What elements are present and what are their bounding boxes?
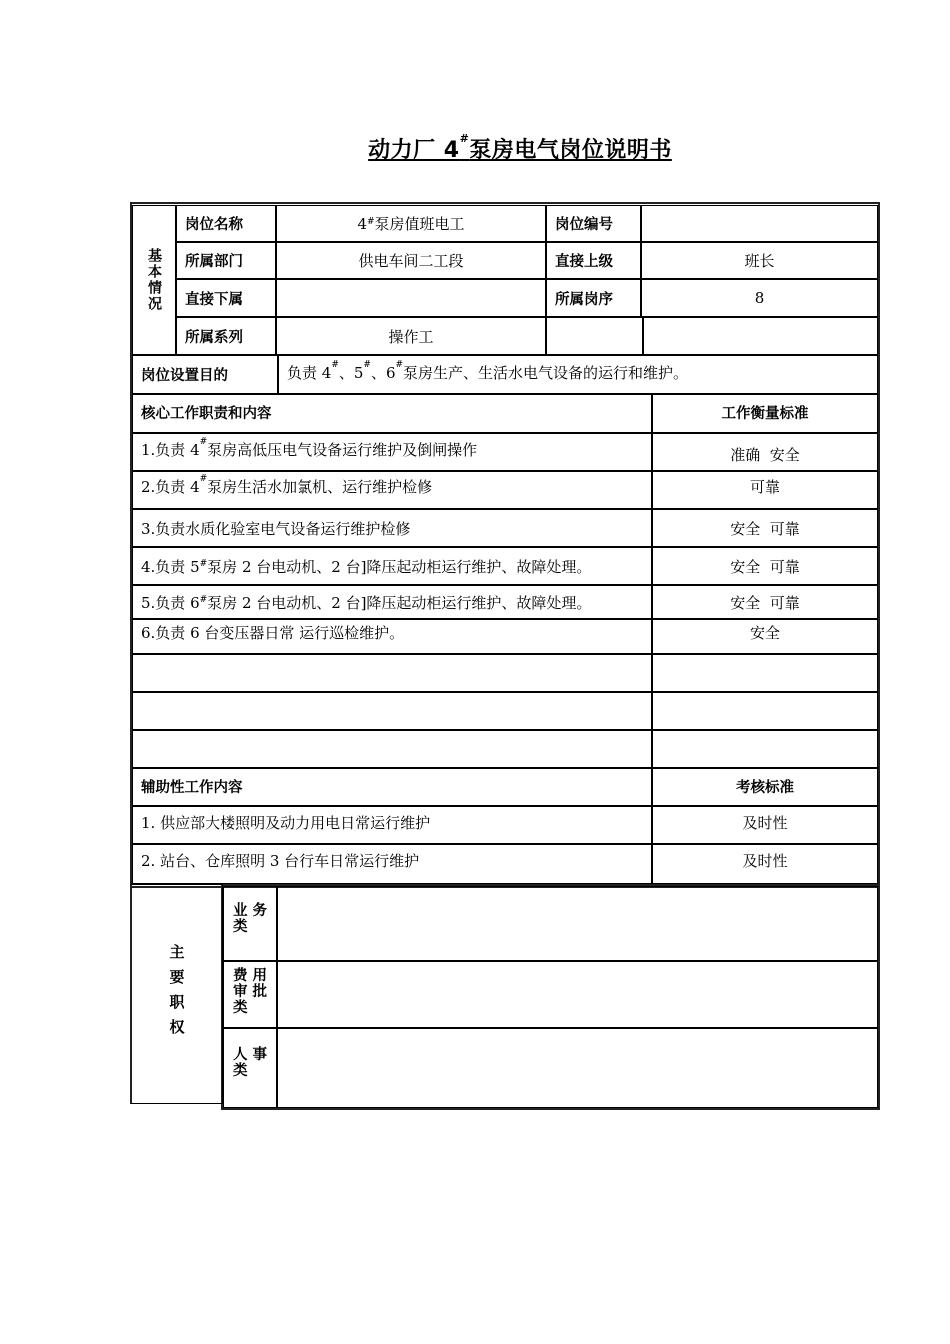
aux-row-1: 1. 供应部大楼照明及动力用电日常运行维护 [132, 806, 652, 844]
subordinate-label: 直接下属 [176, 279, 276, 317]
series-value: 操作工 [276, 317, 546, 355]
authority-label: 主要职权 [130, 884, 223, 1104]
core-std-5: 安全 可靠 [652, 585, 878, 619]
core-std-4: 安全 可靠 [652, 547, 878, 585]
core-std-6: 安全 [652, 619, 878, 654]
purpose-text: 负责 4 # 、5 # 、6 # 泵房生产、生活水电气设备的运行和维护。 [278, 355, 878, 394]
core-empty-std [652, 654, 878, 692]
core-row-1: 1.负责 4 # 泵房高低压电气设备运行维护及倒闸操作 [132, 433, 652, 471]
series-empty-1 [546, 317, 643, 355]
core-std-1: 准确 安全 [652, 433, 878, 471]
sequence-label: 所属岗序 [546, 279, 641, 317]
core-empty-std [652, 730, 878, 768]
core-empty-row [132, 654, 652, 692]
core-header: 核心工作职责和内容 [132, 394, 652, 433]
core-row-6: 6.负责 6 台变压器日常 运行巡检维护。 [132, 619, 652, 654]
subordinate-value [276, 279, 546, 317]
core-standard-header: 工作衡量标准 [652, 394, 878, 433]
superior-value: 班长 [641, 242, 878, 279]
core-std-2: 可靠 [652, 471, 878, 509]
core-empty-std [652, 692, 878, 730]
sequence-value: 8 [641, 279, 878, 317]
core-row-5: 5.负责 6 # 泵房 2 台电动机、2 台]降压起动柜运行维护、故障处理。 [132, 585, 652, 619]
authority-expense-value [277, 961, 878, 1028]
post-name-label: 岗位名称 [176, 205, 276, 242]
authority-business-label: 业务类 [223, 886, 277, 961]
core-empty-row [132, 692, 652, 730]
core-empty-row [132, 730, 652, 768]
page-title: 动力厂 4#泵房电气岗位说明书 [368, 132, 672, 163]
post-name-value: 4 # 泵房值班电工 [276, 205, 546, 242]
authority-expense-label: 费用审批类 [223, 961, 277, 1028]
core-std-3: 安全 可靠 [652, 509, 878, 547]
core-row-2: 2.负责 4 # 泵房生活水加氯机、运行维护检修 [132, 471, 652, 509]
dept-value: 供电车间二工段 [276, 242, 546, 279]
series-empty-2 [643, 317, 878, 355]
authority-hr-value [277, 1028, 878, 1108]
aux-row-2: 2. 站台、仓库照明 3 台行车日常运行维护 [132, 844, 652, 884]
dept-label: 所属部门 [176, 242, 276, 279]
core-row-3: 3.负责水质化验室电气设备运行维护检修 [132, 509, 652, 547]
aux-standard-header: 考核标准 [652, 768, 878, 806]
purpose-label: 岗位设置目的 [132, 355, 278, 394]
series-label: 所属系列 [176, 317, 276, 355]
authority-hr-label: 人事类 [223, 1028, 277, 1108]
aux-header: 辅助性工作内容 [132, 768, 652, 806]
aux-std-1: 及时性 [652, 806, 878, 844]
post-code-label: 岗位编号 [546, 205, 641, 242]
authority-business-value [277, 886, 878, 961]
basic-section-label: 基本情况 [132, 205, 176, 355]
core-row-4: 4.负责 5 # 泵房 2 台电动机、2 台]降压起动柜运行维护、故障处理。 [132, 547, 652, 585]
post-code-value [641, 205, 878, 242]
superior-label: 直接上级 [546, 242, 641, 279]
aux-std-2: 及时性 [652, 844, 878, 884]
